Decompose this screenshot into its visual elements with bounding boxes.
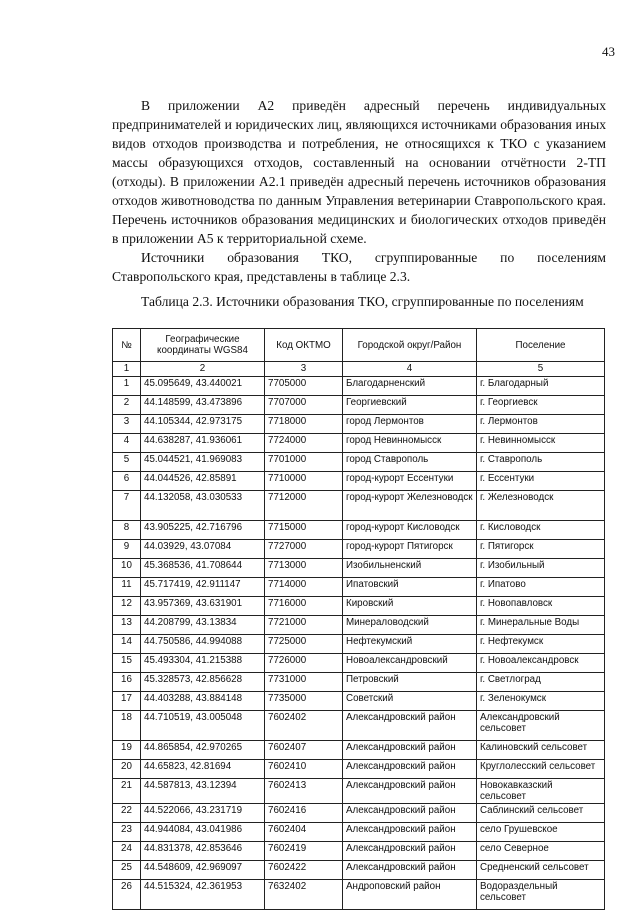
cell-number: 22 (113, 804, 141, 823)
table-caption: Таблица 2.3. Источники образования ТКО, сгруппированные по поселениям (141, 294, 584, 309)
cell-number: 19 (113, 741, 141, 760)
cell-oktmo: 7701000 (265, 453, 343, 472)
cell-oktmo: 7602407 (265, 741, 343, 760)
cell-number: 11 (113, 578, 141, 597)
cell-settlement: Средненский сельсовет (477, 861, 605, 880)
cell-settlement: г. Георгиевск (477, 396, 605, 415)
cell-oktmo: 7602413 (265, 779, 343, 804)
page-number: 43 (602, 44, 615, 59)
cell-oktmo: 7721000 (265, 616, 343, 635)
cell-oktmo: 7735000 (265, 692, 343, 711)
cell-settlement: г. Железноводск (477, 491, 605, 521)
header-coordinates: Географические координаты WGS84 (141, 329, 265, 362)
cell-oktmo: 7727000 (265, 540, 343, 559)
cell-oktmo: 7725000 (265, 635, 343, 654)
cell-number: 5 (113, 453, 141, 472)
cell-district: Изобильненский (343, 559, 477, 578)
header-settlement: Поселение (477, 329, 605, 362)
header-number: № (113, 329, 141, 362)
table-row (113, 692, 605, 711)
cell-settlement: г. Ставрополь (477, 453, 605, 472)
cell-district: Минераловодский (343, 616, 477, 635)
cell-oktmo: 7602422 (265, 861, 343, 880)
table-header-row (113, 329, 605, 362)
cell-number: 14 (113, 635, 141, 654)
cell-coordinates: 43.957369, 43.631901 (141, 597, 265, 616)
cell-district: Советский (343, 692, 477, 711)
cell-district: город Лермонтов (343, 415, 477, 434)
cell-settlement: г. Пятигорск (477, 540, 605, 559)
cell-oktmo: 7713000 (265, 559, 343, 578)
cell-settlement: г. Ессентуки (477, 472, 605, 491)
table-row (113, 760, 605, 779)
cell-oktmo: 7718000 (265, 415, 343, 434)
cell-number: 15 (113, 654, 141, 673)
cell-district: Благодарненский (343, 377, 477, 396)
cell-district: город-курорт Пятигорск (343, 540, 477, 559)
cell-number: 8 (113, 521, 141, 540)
cell-oktmo: 7716000 (265, 597, 343, 616)
cell-oktmo: 7632402 (265, 880, 343, 910)
body-paragraph-2: Источники образования ТКО, сгруппированные по поселениям Ставропольского края, представлены в таблице 2.3. (112, 250, 606, 284)
cell-district: Нефтекумский (343, 635, 477, 654)
cell-district: Ипатовский (343, 578, 477, 597)
cell-district: Александровский район (343, 842, 477, 861)
cell-coordinates: 45.493304, 41.215388 (141, 654, 265, 673)
cell-coordinates: 44.515324, 42.361953 (141, 880, 265, 910)
body-paragraph-1: В приложении А2 приведён адресный перечень индивидуальных предпринимателей и юридических лиц, являющихся источниками образования иных видов отходов производства и потребления, не относящихся к ТКО с указанием массы образующихся отходов, составленный на основании отчётности 2-ТП (отходы). В приложении А2.1 приведён адресный перечень источников образования отходов животноводства по данным Управления ветеринарии Ставропольского края. Перечень источников образования медицинских и биологических отходов приведён в приложении А5 к территориальной схеме. (112, 98, 606, 246)
cell-coordinates: 44.105344, 42.973175 (141, 415, 265, 434)
cell-settlement: г. Кисловодск (477, 521, 605, 540)
cell-number: 7 (113, 491, 141, 521)
cell-settlement: г. Светлоград (477, 673, 605, 692)
cell-coordinates: 44.522066, 43.231719 (141, 804, 265, 823)
cell-number: 10 (113, 559, 141, 578)
header-district: Городской округ/Район (343, 329, 477, 362)
table-row (113, 559, 605, 578)
cell-coordinates: 44.710519, 43.005048 (141, 711, 265, 741)
cell-number: 17 (113, 692, 141, 711)
table-row (113, 597, 605, 616)
cell-district: Александровский район (343, 741, 477, 760)
cell-oktmo: 7726000 (265, 654, 343, 673)
cell-coordinates: 44.831378, 42.853646 (141, 842, 265, 861)
cell-oktmo: 7710000 (265, 472, 343, 491)
cell-oktmo: 7602402 (265, 711, 343, 741)
cell-district: город Ставрополь (343, 453, 477, 472)
cell-district: Новоалександровский (343, 654, 477, 673)
column-number: 1 (113, 362, 141, 377)
cell-number: 3 (113, 415, 141, 434)
cell-number: 1 (113, 377, 141, 396)
cell-settlement: Саблинский сельсовет (477, 804, 605, 823)
cell-settlement: г. Невинномысск (477, 434, 605, 453)
column-number: 5 (477, 362, 605, 377)
cell-district: Александровский район (343, 823, 477, 842)
cell-coordinates: 44.132058, 43.030533 (141, 491, 265, 521)
cell-coordinates: 44.65823, 42.81694 (141, 760, 265, 779)
cell-oktmo: 7602416 (265, 804, 343, 823)
cell-coordinates: 44.944084, 43.041986 (141, 823, 265, 842)
cell-district: Александровский район (343, 711, 477, 741)
cell-settlement: Калиновский сельсовет (477, 741, 605, 760)
table-row (113, 578, 605, 597)
cell-district: Петровский (343, 673, 477, 692)
cell-district: Александровский район (343, 760, 477, 779)
table-row (113, 396, 605, 415)
cell-coordinates: 44.148599, 43.473896 (141, 396, 265, 415)
cell-coordinates: 45.044521, 41.969083 (141, 453, 265, 472)
column-number: 4 (343, 362, 477, 377)
table-row (113, 823, 605, 842)
cell-settlement: г. Новопавловск (477, 597, 605, 616)
table-row (113, 880, 605, 910)
cell-settlement: г. Минеральные Воды (477, 616, 605, 635)
header-oktmo: Код ОКТМО (265, 329, 343, 362)
cell-settlement: г. Нефтекумск (477, 635, 605, 654)
column-number-row (113, 362, 605, 377)
cell-settlement: Новокавказский сельсовет (477, 779, 605, 804)
table-row (113, 779, 605, 804)
table-row (113, 415, 605, 434)
cell-number: 16 (113, 673, 141, 692)
table-row (113, 521, 605, 540)
cell-number: 20 (113, 760, 141, 779)
cell-district: город-курорт Ессентуки (343, 472, 477, 491)
cell-number: 21 (113, 779, 141, 804)
cell-settlement: г. Лермонтов (477, 415, 605, 434)
table-row (113, 472, 605, 491)
cell-coordinates: 44.548609, 42.969097 (141, 861, 265, 880)
table-row (113, 842, 605, 861)
cell-settlement: Александровский сельсовет (477, 711, 605, 741)
cell-oktmo: 7715000 (265, 521, 343, 540)
cell-coordinates: 44.044526, 42.85891 (141, 472, 265, 491)
cell-coordinates: 44.587813, 43.12394 (141, 779, 265, 804)
cell-district: Александровский район (343, 779, 477, 804)
cell-district: Александровский район (343, 804, 477, 823)
cell-settlement: г. Ипатово (477, 578, 605, 597)
cell-settlement: село Северное (477, 842, 605, 861)
cell-coordinates: 44.865854, 42.970265 (141, 741, 265, 760)
cell-oktmo: 7731000 (265, 673, 343, 692)
table-row (113, 654, 605, 673)
cell-district: Георгиевский (343, 396, 477, 415)
cell-number: 6 (113, 472, 141, 491)
cell-coordinates: 43.905225, 42.716796 (141, 521, 265, 540)
cell-number: 23 (113, 823, 141, 842)
cell-number: 25 (113, 861, 141, 880)
cell-oktmo: 7602419 (265, 842, 343, 861)
cell-coordinates: 45.368536, 41.708644 (141, 559, 265, 578)
cell-district: город Невинномысск (343, 434, 477, 453)
cell-oktmo: 7714000 (265, 578, 343, 597)
cell-district: Кировский (343, 597, 477, 616)
table-row (113, 491, 605, 521)
cell-number: 2 (113, 396, 141, 415)
cell-coordinates: 45.095649, 43.440021 (141, 377, 265, 396)
column-number: 3 (265, 362, 343, 377)
table-row (113, 804, 605, 823)
cell-coordinates: 44.03929, 43.07084 (141, 540, 265, 559)
cell-settlement: г. Новоалександровск (477, 654, 605, 673)
cell-district: город-курорт Кисловодск (343, 521, 477, 540)
cell-oktmo: 7705000 (265, 377, 343, 396)
table-row (113, 711, 605, 741)
cell-district: Андроповский район (343, 880, 477, 910)
cell-oktmo: 7602404 (265, 823, 343, 842)
cell-settlement: Круглолесский сельсовет (477, 760, 605, 779)
table-row (113, 453, 605, 472)
cell-oktmo: 7724000 (265, 434, 343, 453)
table-row (113, 741, 605, 760)
sources-table (112, 328, 605, 910)
cell-oktmo: 7712000 (265, 491, 343, 521)
cell-settlement: г. Зеленокумск (477, 692, 605, 711)
cell-number: 24 (113, 842, 141, 861)
table-row (113, 635, 605, 654)
cell-settlement: Водораздельный сельсовет (477, 880, 605, 910)
cell-coordinates: 44.750586, 44.994088 (141, 635, 265, 654)
cell-number: 4 (113, 434, 141, 453)
cell-coordinates: 44.638287, 41.936061 (141, 434, 265, 453)
cell-district: Александровский район (343, 861, 477, 880)
table-row (113, 673, 605, 692)
cell-coordinates: 44.403288, 43.884148 (141, 692, 265, 711)
cell-number: 18 (113, 711, 141, 741)
table-row (113, 616, 605, 635)
column-number: 2 (141, 362, 265, 377)
cell-number: 12 (113, 597, 141, 616)
cell-coordinates: 45.328573, 42.856628 (141, 673, 265, 692)
table-row (113, 377, 605, 396)
cell-coordinates: 44.208799, 43.13834 (141, 616, 265, 635)
cell-number: 9 (113, 540, 141, 559)
cell-coordinates: 45.717419, 42.911147 (141, 578, 265, 597)
cell-number: 26 (113, 880, 141, 910)
cell-district: город-курорт Железноводск (343, 491, 477, 521)
table-row (113, 861, 605, 880)
cell-number: 13 (113, 616, 141, 635)
cell-oktmo: 7602410 (265, 760, 343, 779)
cell-settlement: г. Изобильный (477, 559, 605, 578)
cell-oktmo: 7707000 (265, 396, 343, 415)
table-row (113, 434, 605, 453)
cell-settlement: село Грушевское (477, 823, 605, 842)
cell-settlement: г. Благодарный (477, 377, 605, 396)
table-row (113, 540, 605, 559)
